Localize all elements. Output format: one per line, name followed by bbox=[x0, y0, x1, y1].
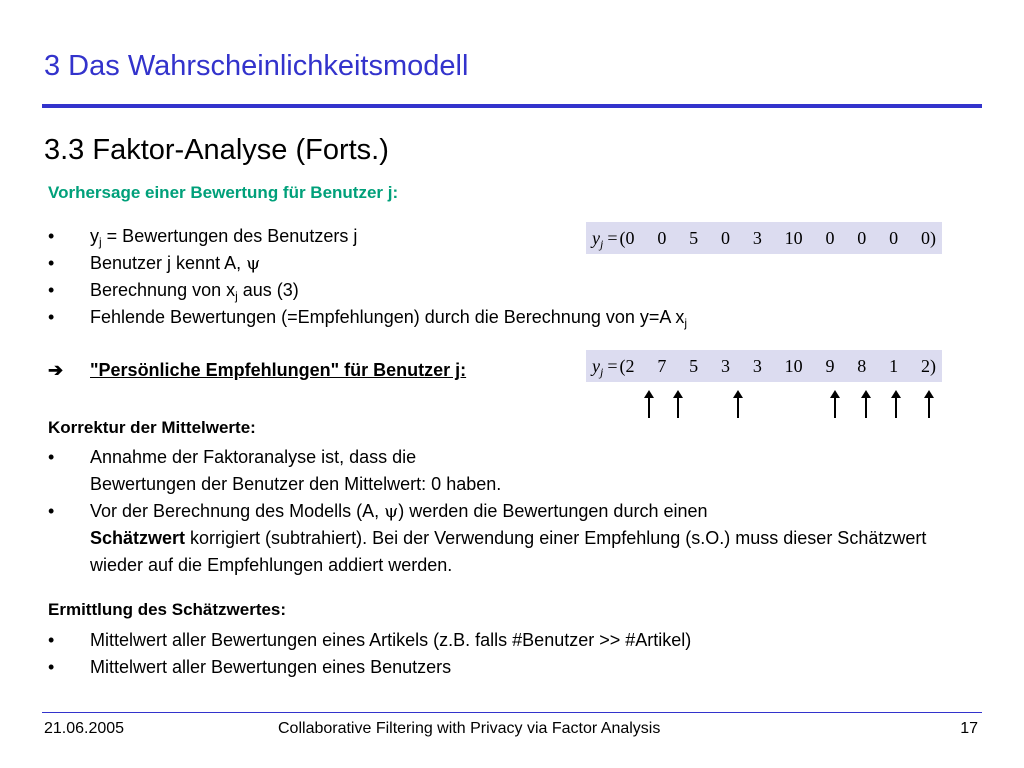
vector-value: 0 bbox=[857, 227, 867, 248]
bullet-text: Mittelwert aller Bewertungen eines Benutzers bbox=[90, 657, 452, 677]
bullet-text: Bewertungen der Benutzer den Mittelwert: 0 haben. bbox=[90, 474, 502, 494]
correction-bullet-list bbox=[48, 444, 970, 579]
vector-value: 0) bbox=[920, 227, 936, 248]
correction-heading: Korrektur der Mittelwerte: bbox=[48, 418, 256, 437]
equals-sign: = bbox=[607, 227, 618, 248]
bullet-text: y bbox=[90, 226, 99, 246]
bullet-text: Vor der Berechnung des Modells (A, bbox=[90, 501, 385, 521]
bullet-dot: • bbox=[48, 447, 55, 467]
vector-value: 0 bbox=[720, 227, 730, 248]
vector-value: 5 bbox=[689, 227, 699, 248]
up-arrow-icon bbox=[922, 390, 936, 418]
vector-value: 8 bbox=[857, 355, 867, 376]
slide-title: 3 Das Wahrscheinlichkeitsmodell bbox=[44, 50, 469, 82]
up-arrow-icon bbox=[671, 390, 685, 418]
recommendations-label: "Persönliche Empfehlungen" für Benutzer j: bbox=[90, 360, 467, 380]
bullet-text: Fehlende Bewertungen (=Empfehlungen) durch die Berechnung von y=A x bbox=[90, 307, 685, 327]
bullet-text: Benutzer j kennt A, bbox=[90, 253, 247, 273]
bullet-dot: • bbox=[48, 657, 55, 677]
subscript: j bbox=[684, 316, 688, 330]
bullet-item bbox=[48, 444, 970, 498]
footer-rule bbox=[42, 712, 982, 713]
bullet-item bbox=[48, 304, 687, 331]
vector-lhs: $y_j$ bbox=[592, 227, 604, 251]
bullet-item bbox=[48, 277, 687, 304]
vector-value: 10 bbox=[784, 227, 803, 248]
bullet-item bbox=[48, 250, 687, 277]
vector-value: (0 bbox=[619, 227, 635, 248]
psi-symbol: ψ bbox=[384, 501, 399, 522]
up-arrow-icon bbox=[731, 390, 745, 418]
vector-value: 0 bbox=[657, 227, 667, 248]
bullet-text: aus (3) bbox=[237, 280, 299, 300]
up-arrow-icon bbox=[859, 390, 873, 418]
vector-value: 9 bbox=[825, 355, 835, 376]
slide-subtitle: 3.3 Faktor-Analyse (Forts.) bbox=[44, 134, 389, 166]
footer-title: Collaborative Filtering with Privacy via Factor Analysis bbox=[278, 720, 661, 737]
section-heading: Vorhersage einer Bewertung für Benutzer j: bbox=[48, 183, 399, 202]
page-number: 17 bbox=[960, 720, 978, 737]
vector-value: 10 bbox=[784, 355, 803, 376]
vector-values bbox=[620, 356, 937, 377]
bullet-text: = Bewertungen des Benutzers j bbox=[101, 226, 358, 246]
vector-value: 2) bbox=[920, 355, 936, 376]
equals-sign: = bbox=[607, 355, 618, 376]
bullet-text: Berechnung von x bbox=[90, 280, 236, 300]
bullet-dot: • bbox=[48, 253, 55, 273]
bullet-item bbox=[48, 498, 970, 579]
subscript: j bbox=[235, 289, 238, 303]
predicted-ratings-vector bbox=[586, 350, 942, 382]
bullet-dot: • bbox=[48, 630, 55, 650]
bullet-text: Mittelwert aller Bewertungen eines Artikels (z.B. falls #Benutzer >> #Artikel) bbox=[90, 630, 692, 650]
bullet-item bbox=[48, 654, 691, 681]
vector-value: 3 bbox=[720, 355, 730, 376]
bullet-text: ) werden die Bewertungen durch einen bbox=[398, 501, 708, 521]
bold-term: Schätzwert bbox=[90, 528, 186, 548]
up-arrow-icon bbox=[828, 390, 842, 418]
estimate-heading: Ermittlung des Schätzwertes: bbox=[48, 600, 287, 619]
psi-symbol: ψ bbox=[246, 253, 261, 274]
bullet-item bbox=[48, 627, 691, 654]
vector-value: 5 bbox=[689, 355, 699, 376]
bullet-text: korrigiert (subtrahiert). Bei der Verwendung einer Empfehlung (s.O.) muss dieser Schätzwert wieder auf die Empfehlungen addiert werden. bbox=[90, 528, 927, 575]
up-arrow-icon bbox=[889, 390, 903, 418]
personal-recommendations-line bbox=[48, 360, 466, 381]
right-arrow-icon: ➔ bbox=[48, 360, 64, 380]
vector-value: 1 bbox=[889, 355, 899, 376]
estimate-bullet-list bbox=[48, 627, 691, 681]
vector-value: (2 bbox=[619, 355, 635, 376]
bullet-text: Annahme der Faktoranalyse ist, dass die bbox=[90, 447, 417, 467]
vector-value: 0 bbox=[889, 227, 899, 248]
footer-date: 21.06.2005 bbox=[44, 720, 125, 737]
recommendation-markers bbox=[0, 390, 1024, 420]
bullet-dot: • bbox=[48, 226, 55, 246]
bullet-dot: • bbox=[48, 501, 55, 521]
vector-lhs: $y_j$ bbox=[592, 355, 604, 379]
vector-value: 3 bbox=[752, 355, 762, 376]
vector-value: 3 bbox=[752, 227, 762, 248]
bullet-dot: • bbox=[48, 307, 55, 327]
vector-value: 0 bbox=[825, 227, 835, 248]
title-rule bbox=[42, 104, 982, 108]
vector-values bbox=[620, 228, 937, 249]
bullet-dot: • bbox=[48, 280, 55, 300]
vector-value: 7 bbox=[657, 355, 667, 376]
known-ratings-vector bbox=[586, 222, 942, 254]
subscript: j bbox=[99, 235, 102, 249]
up-arrow-icon bbox=[642, 390, 656, 418]
